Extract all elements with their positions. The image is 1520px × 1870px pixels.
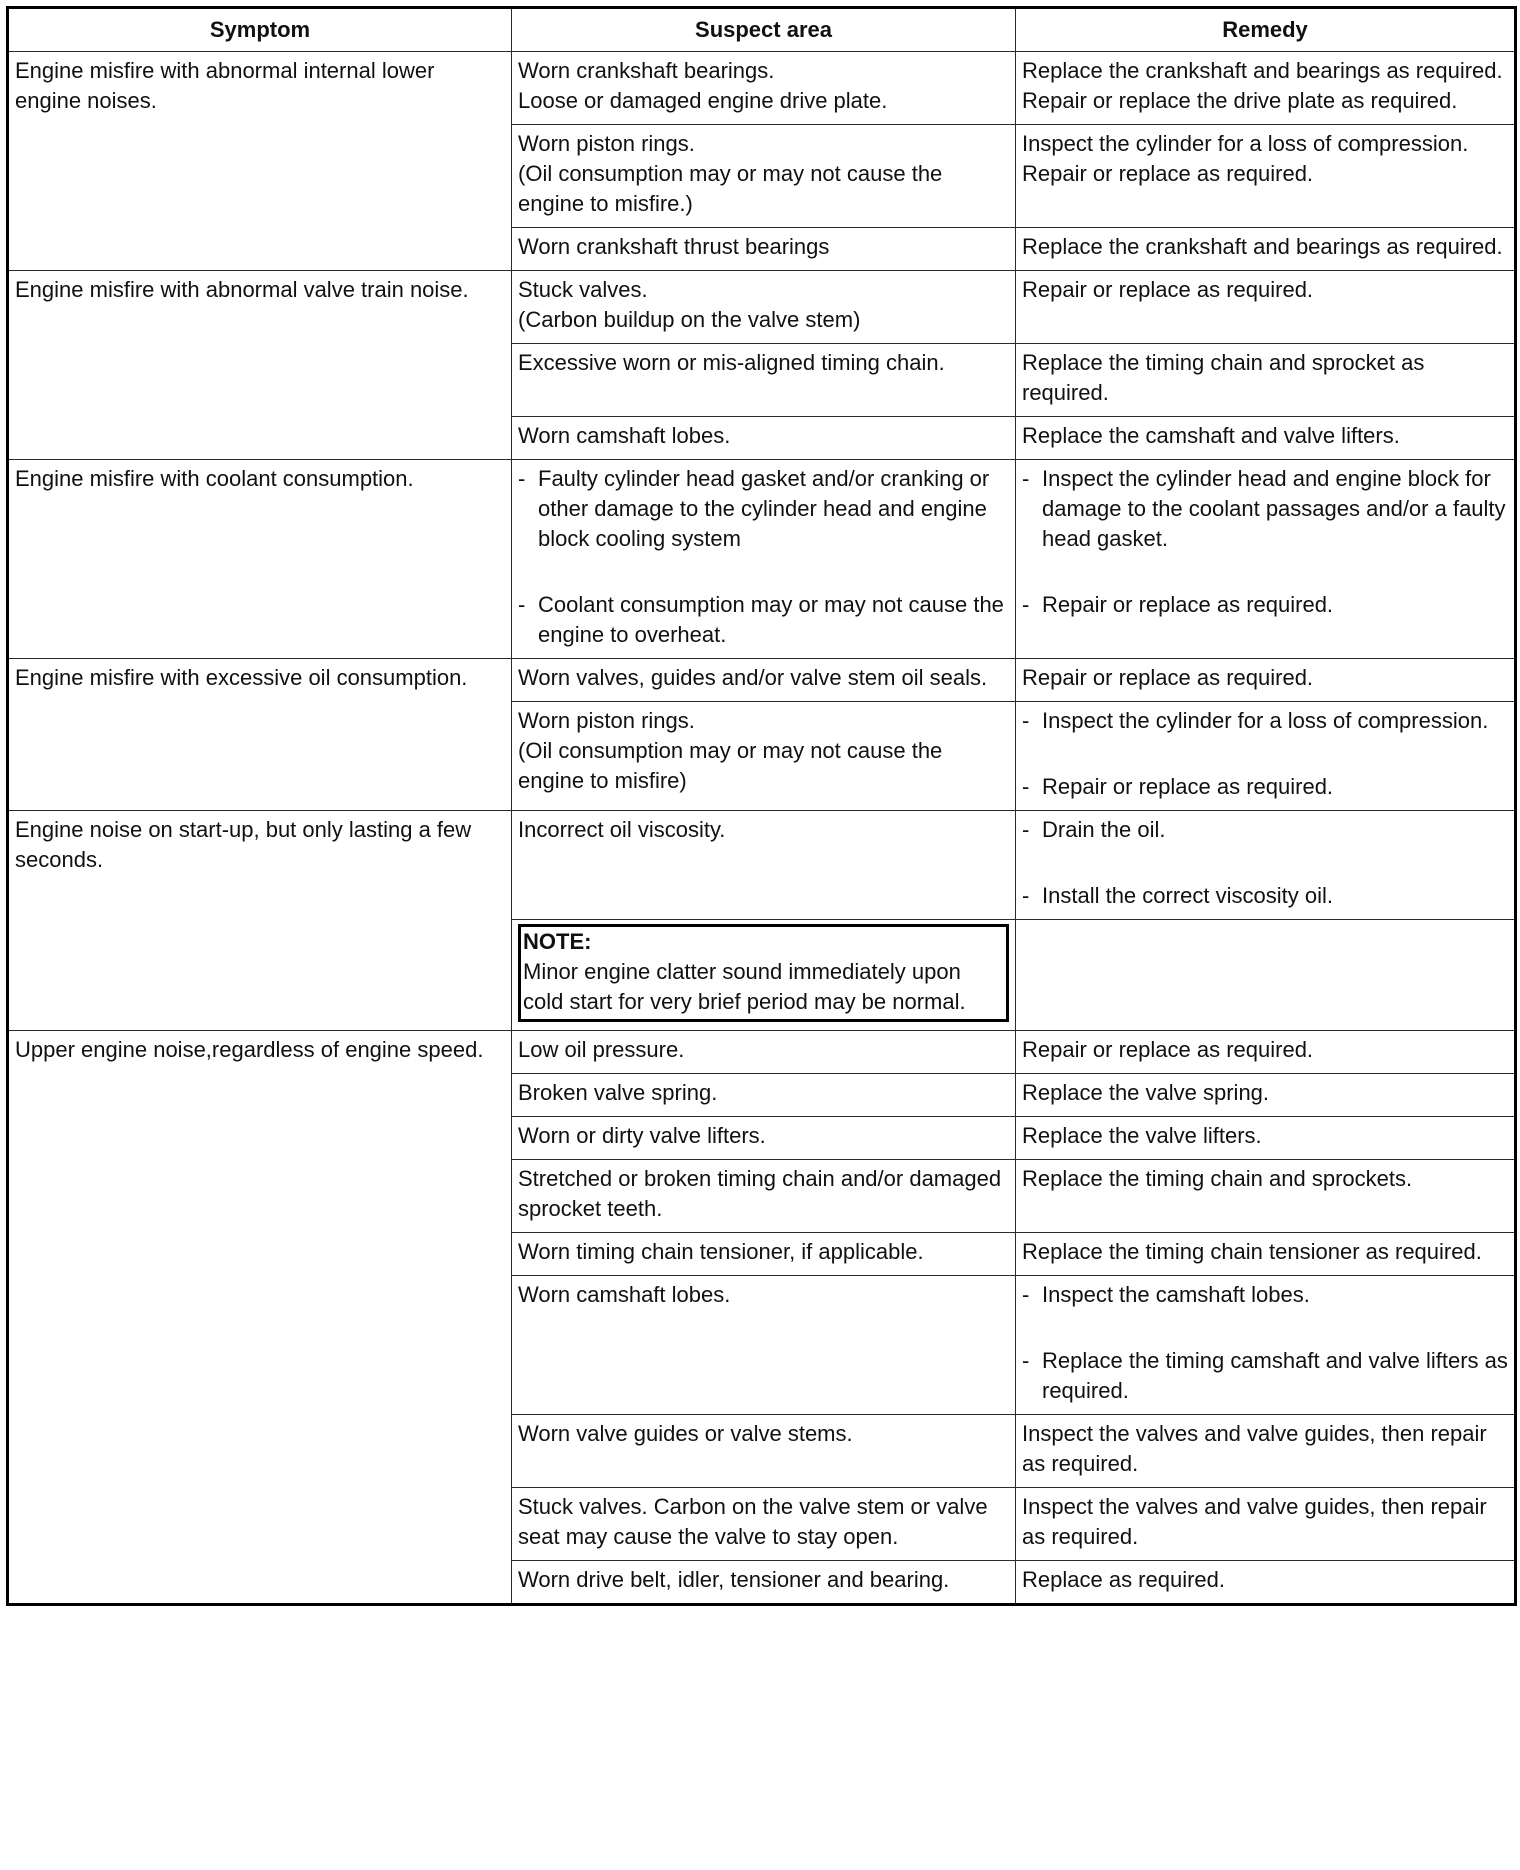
- cell-line: Excessive worn or mis-aligned timing chain.: [518, 350, 945, 375]
- cell-line: Repair or replace the drive plate as required.: [1022, 88, 1458, 113]
- bullet-item: [518, 590, 1009, 650]
- cell-line: Replace the valve spring.: [1022, 1080, 1270, 1105]
- suspect-cell: [512, 460, 1016, 659]
- suspect-cell: [512, 1074, 1016, 1117]
- symptom-cell: Engine misfire with coolant consumption.: [8, 460, 512, 659]
- bullet-text: Replace the timing camshaft and valve lifters as required.: [1042, 1348, 1508, 1403]
- suspect-cell: [512, 1233, 1016, 1276]
- suspect-cell: [512, 811, 1016, 920]
- suspect-cell: [512, 1031, 1016, 1074]
- cell-line: Repair or replace as required.: [1022, 277, 1314, 302]
- cell-line: Repair or replace as required.: [1022, 665, 1314, 690]
- bullet-text: Install the correct viscosity oil.: [1042, 883, 1333, 908]
- bullet-text: Repair or replace as required.: [1042, 592, 1334, 617]
- suspect-cell: [512, 1117, 1016, 1160]
- cell-line: Replace as required.: [1022, 1567, 1226, 1592]
- bullet-gap: [1022, 845, 1508, 881]
- bullet-item: [1022, 772, 1508, 802]
- symptom-cell: Upper engine noise,regardless of engine speed.: [8, 1031, 512, 1605]
- suspect-cell: [512, 659, 1016, 702]
- bullet-dash: -: [1022, 774, 1030, 799]
- remedy-cell: [1016, 1233, 1516, 1276]
- bullet-gap: [1022, 554, 1508, 590]
- cell-line: Low oil pressure.: [518, 1037, 685, 1062]
- cell-line: Stuck valves. Carbon on the valve stem or valve seat may cause the valve to stay open.: [518, 1494, 988, 1549]
- cell-line: Worn camshaft lobes.: [518, 423, 731, 448]
- remedy-cell: [1016, 460, 1516, 659]
- header-symptom: Symptom: [8, 8, 512, 52]
- bullet-gap: [518, 554, 1009, 590]
- bullet-gap: [1022, 1310, 1508, 1346]
- cell-line: Worn crankshaft thrust bearings: [518, 234, 830, 259]
- note-title: NOTE:: [523, 929, 592, 954]
- table-row: [8, 52, 1516, 125]
- suspect-cell: [512, 417, 1016, 460]
- bullet-dash: -: [1022, 1348, 1030, 1373]
- bullet-item: [1022, 881, 1508, 911]
- remedy-cell: [1016, 344, 1516, 417]
- cell-line: Replace the valve lifters.: [1022, 1123, 1262, 1148]
- cell-line: Repair or replace as required.: [1022, 1037, 1314, 1062]
- bullet-item: [1022, 1346, 1508, 1406]
- bullet-dash: -: [1022, 883, 1030, 908]
- table-row: [8, 460, 1516, 659]
- suspect-cell: [512, 228, 1016, 271]
- cell-line: Stretched or broken timing chain and/or damaged sprocket teeth.: [518, 1166, 1002, 1221]
- bullet-dash: -: [1022, 1282, 1030, 1307]
- bullet-dash: -: [1022, 708, 1030, 733]
- symptom-cell: Engine misfire with abnormal internal lower engine noises.: [8, 52, 512, 271]
- symptom-cell: Engine misfire with abnormal valve train noise.: [8, 271, 512, 460]
- note-box: [518, 924, 1009, 1022]
- remedy-cell: [1016, 271, 1516, 344]
- note-cell: [512, 920, 1016, 1031]
- cell-line: Worn drive belt, idler, tensioner and bearing.: [518, 1567, 950, 1592]
- bullet-gap: [1022, 736, 1508, 772]
- cell-line: Worn or dirty valve lifters.: [518, 1123, 766, 1148]
- cell-line: Inspect the valves and valve guides, then repair as required.: [1022, 1421, 1487, 1476]
- cell-line: (Oil consumption may or may not cause the engine to misfire.): [518, 161, 943, 216]
- cell-line: Replace the camshaft and valve lifters.: [1022, 423, 1400, 448]
- suspect-cell: [512, 1415, 1016, 1488]
- symptom-cell: Engine misfire with excessive oil consumption.: [8, 659, 512, 811]
- bullet-text: Inspect the cylinder head and engine block for damage to the coolant passages and/or a faulty head gasket.: [1042, 466, 1506, 551]
- bullet-text: Repair or replace as required.: [1042, 774, 1334, 799]
- suspect-cell: [512, 125, 1016, 228]
- remedy-cell: [1016, 228, 1516, 271]
- bullet-dash: -: [518, 466, 526, 491]
- header-row: [8, 8, 1516, 52]
- bullet-text: Inspect the camshaft lobes.: [1042, 1282, 1310, 1307]
- cell-line: Worn piston rings.: [518, 708, 695, 733]
- bullet-item: [1022, 590, 1508, 620]
- remedy-cell: [1016, 1117, 1516, 1160]
- remedy-cell: [1016, 1160, 1516, 1233]
- cell-line: Stuck valves.: [518, 277, 648, 302]
- bullet-item: [1022, 1280, 1508, 1310]
- cell-line: Loose or damaged engine drive plate.: [518, 88, 888, 113]
- cell-line: Incorrect oil viscosity.: [518, 817, 726, 842]
- remedy-cell: [1016, 811, 1516, 920]
- bullet-item: [518, 464, 1009, 554]
- suspect-cell: [512, 1488, 1016, 1561]
- cell-line: Replace the crankshaft and bearings as required.: [1022, 58, 1503, 83]
- suspect-cell: [512, 271, 1016, 344]
- remedy-cell: [1016, 1561, 1516, 1605]
- table-row: [8, 271, 1516, 344]
- cell-line: Replace the timing chain and sprocket as required.: [1022, 350, 1425, 405]
- cell-line: Worn piston rings.: [518, 131, 695, 156]
- cell-line: Replace the crankshaft and bearings as required.: [1022, 234, 1503, 259]
- cell-line: Broken valve spring.: [518, 1080, 718, 1105]
- diagnosis-table-wrapper: [6, 6, 1517, 1606]
- cell-line: Inspect the cylinder for a loss of compression.: [1022, 131, 1469, 156]
- bullet-item: [1022, 706, 1508, 736]
- bullet-item: [1022, 464, 1508, 554]
- cell-line: Repair or replace as required.: [1022, 161, 1314, 186]
- remedy-cell: [1016, 702, 1516, 811]
- remedy-cell: [1016, 1074, 1516, 1117]
- suspect-cell: [512, 1160, 1016, 1233]
- cell-line: Replace the timing chain tensioner as required.: [1022, 1239, 1482, 1264]
- cell-line: Worn timing chain tensioner, if applicable.: [518, 1239, 924, 1264]
- cell-line: (Carbon buildup on the valve stem): [518, 307, 861, 332]
- bullet-dash: -: [1022, 466, 1030, 491]
- table-row: [8, 1031, 1516, 1074]
- suspect-cell: [512, 1561, 1016, 1605]
- cell-line: (Oil consumption may or may not cause the engine to misfire): [518, 738, 943, 793]
- table-body: [8, 52, 1516, 1605]
- remedy-cell: [1016, 1031, 1516, 1074]
- diagnosis-table: [6, 6, 1517, 1606]
- remedy-cell: [1016, 1415, 1516, 1488]
- suspect-cell: [512, 1276, 1016, 1415]
- suspect-cell: [512, 702, 1016, 811]
- cell-line: Worn valves, guides and/or valve stem oil seals.: [518, 665, 988, 690]
- remedy-cell-empty: [1016, 920, 1516, 1031]
- bullet-text: Inspect the cylinder for a loss of compression.: [1042, 708, 1489, 733]
- remedy-cell: [1016, 52, 1516, 125]
- remedy-cell: [1016, 125, 1516, 228]
- bullet-dash: -: [518, 592, 526, 617]
- bullet-text: Drain the oil.: [1042, 817, 1166, 842]
- cell-line: Worn camshaft lobes.: [518, 1282, 731, 1307]
- suspect-cell: [512, 344, 1016, 417]
- cell-line: Replace the timing chain and sprockets.: [1022, 1166, 1413, 1191]
- bullet-item: [1022, 815, 1508, 845]
- cell-line: Inspect the valves and valve guides, then repair as required.: [1022, 1494, 1487, 1549]
- bullet-dash: -: [1022, 817, 1030, 842]
- table-row: [8, 811, 1516, 920]
- remedy-cell: [1016, 1276, 1516, 1415]
- cell-line: Worn crankshaft bearings.: [518, 58, 775, 83]
- suspect-cell: [512, 52, 1016, 125]
- symptom-cell: Engine noise on start-up, but only lasting a few seconds.: [8, 811, 512, 1031]
- table-row: [8, 659, 1516, 702]
- bullet-text: Faulty cylinder head gasket and/or cranking or other damage to the cylinder head and engine block cooling system: [538, 466, 990, 551]
- bullet-text: Coolant consumption may or may not cause the engine to overheat.: [538, 592, 1004, 647]
- header-remedy: Remedy: [1016, 8, 1516, 52]
- remedy-cell: [1016, 659, 1516, 702]
- bullet-dash: -: [1022, 592, 1030, 617]
- note-text: Minor engine clatter sound immediately upon cold start for very brief period may be normal.: [523, 959, 966, 1014]
- cell-line: Worn valve guides or valve stems.: [518, 1421, 853, 1446]
- remedy-cell: [1016, 417, 1516, 460]
- remedy-cell: [1016, 1488, 1516, 1561]
- header-suspect-area: Suspect area: [512, 8, 1016, 52]
